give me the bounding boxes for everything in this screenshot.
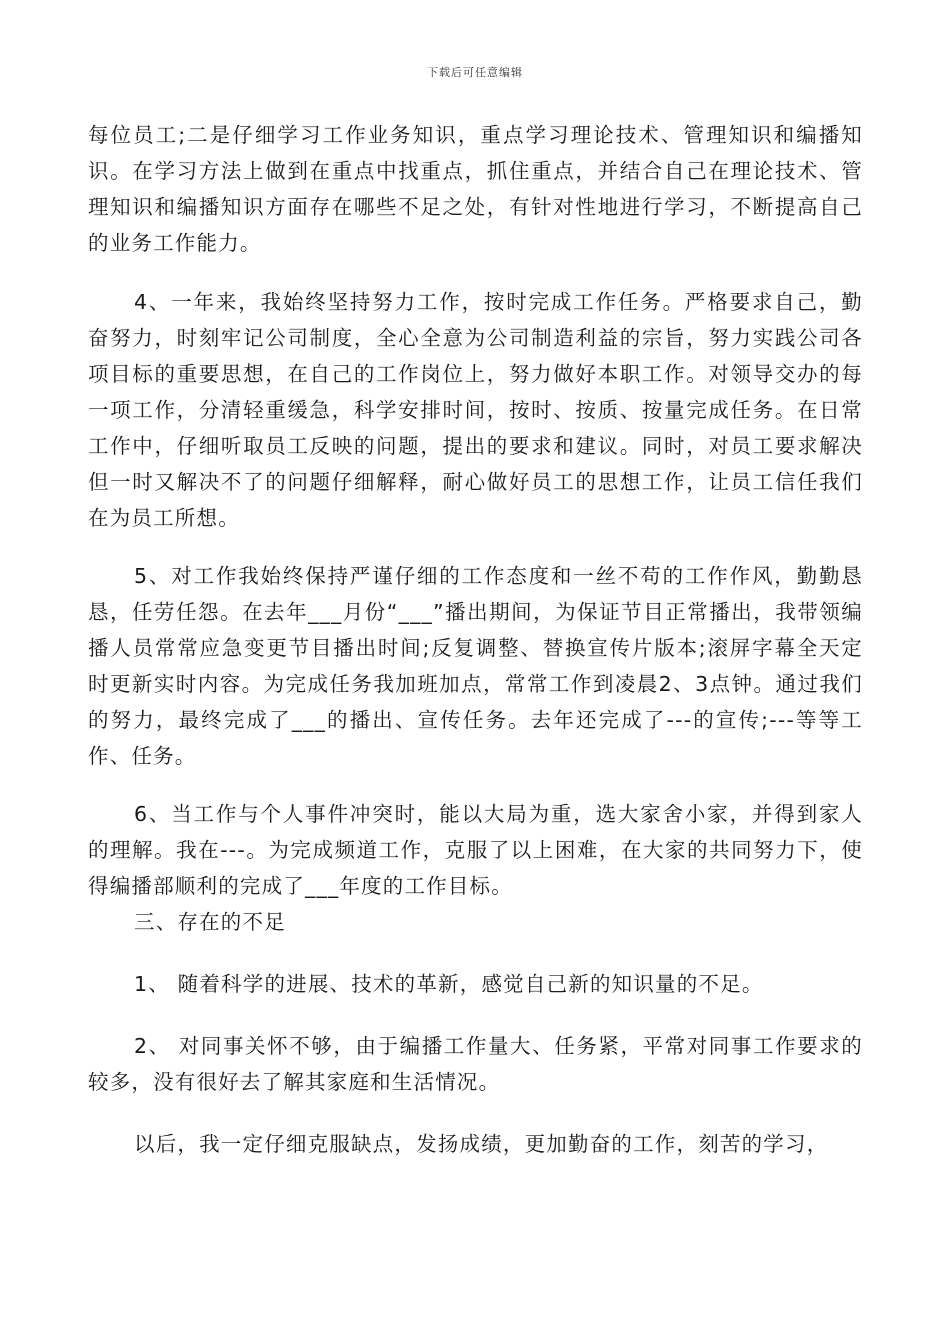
paragraph-item-4: 4、一年来，我始终坚持努力工作，按时完成工作任务。严格要求自己，勤奋努力，时刻牢记公司制度，全心全意为公司制造利益的宗旨，努力实践公司各项目标的重要思想，在自己的工作岗位上，努力做好本职工作。对领导交办的每一项工作，分清轻重缓急，科学安排时间，按时、按质、按量完成任务。在日常工作中，仔细听取员工反映的问题，提出的要求和建议。同时，对员工要求解决但一时又解决不了的问题仔细解释，耐心做好员工的思想工作，让员工信任我们在为员工所想。 — [88, 290, 863, 530]
section-heading: 三、存在的不足 — [134, 910, 286, 934]
paragraph-continued: 每位员工;二是仔细学习工作业务知识，重点学习理论技术、管理知识和编播知识。在学习方法上做到在重点中找重点，抓住重点，并结合自己在理论技术、管理知识和编播知识方面存在哪些不足之处，有针对性地进行学习，不断提高自己的业务工作能力。 — [88, 123, 863, 255]
document-body — [88, 117, 863, 1162]
paragraph-item-5: 5、对工作我始终保持严谨仔细的工作态度和一丝不苟的工作作风，勤勤恳恳，任劳任怨。在去年___月份“___”播出期间，为保证节目正常播出，我带领编播人员常常应急变更节目播出时间;反复调整、替换宣传片版本;滚屏字幕全天定时更新实时内容。为完成任务我加班加点，常常工作到凌晨2、3点钟。通过我们的努力，最终完成了___的播出、宣传任务。去年还完成了---的宣传;---等等工作、任务。 — [88, 564, 863, 768]
page-header: 下载后可任意编辑 — [427, 66, 523, 79]
closing-paragraph: 以后，我一定仔细克服缺点，发扬成绩，更加勤奋的工作，刻苦的学习， — [134, 1132, 829, 1156]
shortcoming-item-1: 1、 随着科学的进展、技术的革新，感觉自己新的知识量的不足。 — [134, 972, 764, 996]
shortcoming-item-2: 2、 对同事关怀不够，由于编播工作量大、任务紧，平常对同事工作要求的较多，没有很好去了解其家庭和生活情况。 — [88, 1034, 863, 1094]
paragraph-item-6: 6、当工作与个人事件冲突时，能以大局为重，选大家舍小家，并得到家人的理解。我在---。为完成频道工作，克服了以上困难，在大家的共同努力下，使得编播部顺利的完成了___年度的工作目标。 — [88, 802, 863, 898]
